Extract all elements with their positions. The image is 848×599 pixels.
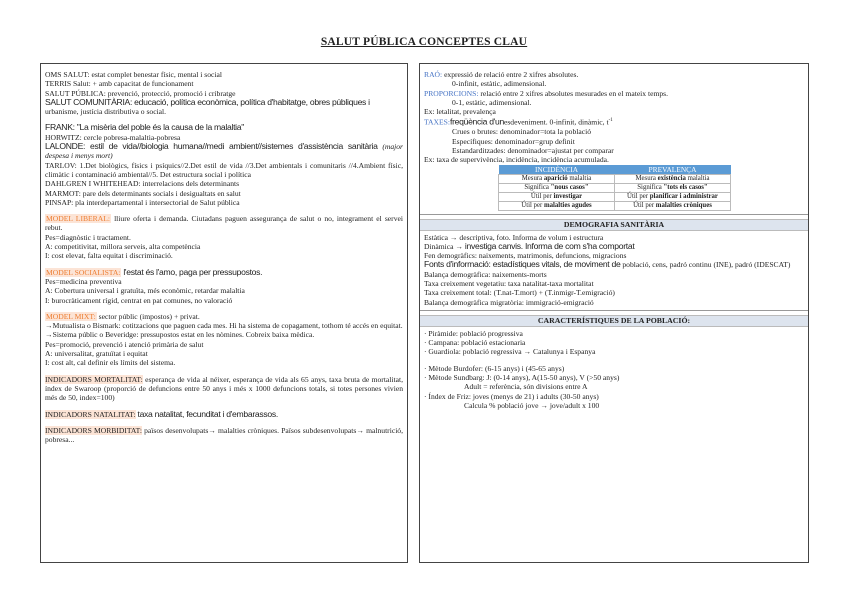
- demo-line: Balança demogràfica migratòria: immigració-emigració: [424, 297, 594, 307]
- rao-text: expressió de relació entre 2 xifres absolutes.: [444, 70, 579, 79]
- demografia-title: DEMOGRAFIA SANITÀRIA: [420, 219, 808, 231]
- right-column: [419, 63, 809, 563]
- fonts-informacio: [424, 260, 804, 269]
- piramide-item: · Piràmide: població progressiva: [424, 328, 523, 338]
- fonts-big: Fonts d'informació: estadístiques vitals, de moviment de: [424, 259, 621, 270]
- dahlgren: DAHLGREN I WHITEHEAD: interrelacions dels determinants: [45, 179, 240, 189]
- lalonde-main: LALONDE: estil de vida//biologia humana//medi ambient//sistemes d'assistència sanitària: [45, 141, 378, 152]
- fonts-text: població, cens, padró continu (INE), padró (IDESCAT): [622, 260, 791, 270]
- metode-item: · Mètode Sundbarg: J: (0-14 anys), A(15-50 anys), V (>50 anys): [424, 373, 620, 383]
- table-header: PREVALENÇA: [615, 165, 731, 175]
- demo-line: Taxa creixement vegetatiu: taxa natalitat-taxa mortalitat: [424, 278, 594, 288]
- example-1: Ex: letalitat, prevalença: [424, 107, 496, 117]
- rao-sub: 0-infinit, estàtic, adimensional.: [452, 79, 547, 89]
- proporcions-label: PROPORCIONS:: [424, 88, 479, 98]
- proporcions-text: relació entre 2 xifres absolutes mesurades en el mateix temps.: [480, 88, 669, 98]
- proporcions-sub: 0-1, estàtic, adimensional.: [452, 97, 532, 107]
- model-liberal: [45, 214, 403, 233]
- table-row: [499, 174, 731, 183]
- taxes-sub: Específiques: denominador=grup definit: [452, 136, 575, 146]
- indicadors-mortalitat: [45, 375, 403, 403]
- mixt-line: Pes=promoció, prevenció i atenció primària de salut: [45, 339, 204, 349]
- table-cell: Significa "tots els casos": [615, 183, 731, 192]
- metode-item: · Mètode Burdofer: (6-15 anys) i (45-65 anys): [424, 363, 565, 373]
- lalonde: [45, 142, 403, 161]
- model-socialista-text: l'estat és l'amo, paga per pressupostos.: [123, 266, 263, 277]
- table-cell: Mesura aparició malaltia: [499, 174, 615, 183]
- proporcions: [424, 89, 804, 98]
- model-mixt-text: sector públic (impostos) + privat.: [98, 311, 200, 321]
- def-terris: TERRIS Salut: + amb capacitat de funcionament: [45, 79, 194, 89]
- model-liberal-label: MODEL LIBERAL:: [46, 214, 110, 224]
- table-row: [499, 201, 731, 210]
- natalitat-label: INDICADORS NATALITAT:: [45, 409, 136, 419]
- table-row: [499, 192, 731, 201]
- socialista-line: A: Cobertura universal i gratuïta, més econòmic, retardar malaltia: [45, 286, 245, 296]
- liberal-line: A: competitivitat, millora serveis, alta competència: [45, 242, 201, 252]
- page-title: SALUT PÚBLICA CONCEPTES CLAU: [320, 36, 528, 48]
- indicadors-natalitat: [45, 410, 403, 419]
- model-socialista: [45, 268, 403, 277]
- taxes-sup: -1: [608, 118, 613, 124]
- demo-line: Taxa creixement total: (T.nat-T.mort) + (T.inmigr-T.emigració): [424, 288, 615, 298]
- def-comunitaria-tail: urbanisme, justícia distributiva o social.: [45, 107, 167, 117]
- pinsap: PINSAP: pla interdepartamental i intersectorial de Salut pública: [45, 197, 240, 207]
- adult-reference: Adult = referència, són divisions entre A: [464, 382, 588, 392]
- model-socialista-label: MODEL SOCIALISTA:: [46, 267, 121, 277]
- socialista-line: I: burocràticament rígid, centrat en pat comunes, no valoració: [45, 295, 233, 305]
- horwitz: HORWITZ: cercle pobresa-malaltia-pobresa: [45, 132, 181, 142]
- dinamica: [424, 242, 804, 251]
- def-salut-publica: SALUT PÚBLICA: prevenció, protecció, promoció i cribratge: [45, 88, 236, 98]
- morbiditat-label: INDICADORS MORBIDITAT:: [45, 425, 142, 435]
- piramide-item: · Guardiola: població regressiva → Catalunya i Espanya: [424, 347, 596, 357]
- demo-line: Balança demogràfica: naixements-morts: [424, 269, 547, 279]
- def-oms: OMS SALUT: estat complet benestar físic, mental i social: [45, 70, 222, 79]
- estatica: Estàtica → descriptiva, foto. Informa de volum i estructura: [424, 232, 604, 242]
- table-cell: Útil per investigar: [499, 192, 615, 201]
- liberal-line: I: cost elevat, falta equitat i discriminació.: [45, 251, 173, 261]
- mixt-line: A: universalitat, gratuïtat i equitat: [45, 349, 148, 359]
- taxes-sub: Estandarditzades: denominador=ajustat per comparar: [452, 145, 614, 155]
- calcula-jove: Calcula % població jove → jove/adult x 100: [464, 400, 600, 410]
- model-mixt-label: MODEL MIXT:: [46, 311, 96, 321]
- lalonde-note: (major despesa i menys mort): [45, 142, 403, 161]
- frank: FRANK: "La misèria del poble és la causa de la malaltia": [45, 122, 244, 133]
- piramide-item: · Campana: població estacionaria: [424, 338, 526, 348]
- dinamica-pre: Dinàmica →: [424, 241, 464, 251]
- table-cell: Útil per malalties cròniques: [615, 201, 731, 210]
- socialista-line: Pes=medicina preventiva: [45, 276, 122, 286]
- rao: [424, 70, 804, 79]
- rao-label: RAÓ:: [424, 70, 443, 79]
- model-mixt: [45, 312, 403, 321]
- poblacio-title: CARACTERÍSTIQUES DE LA POBLACIÓ:: [420, 315, 808, 327]
- left-column: [40, 63, 408, 563]
- beveridge: →Sistema públic o Beveridge: pressupostos estat en les nòmines. Cobreix baixa mèdica.: [45, 330, 315, 340]
- bismark: →Mutualista o Bismark: cotitzacions que paguen cada mes. Hi ha sistema de copagament, tothom té accés en equitat.: [45, 321, 403, 331]
- liberal-line: Pes=diagnòstic i tractament.: [45, 232, 131, 242]
- table-cell: Útil per planificar i administrar: [615, 192, 731, 201]
- mixt-line: I: cost alt, cal definir els límits del sistema.: [45, 358, 176, 368]
- fen-demografics: Fen demogràfics: naixements, matrimonis, defuncions, migracions: [424, 251, 627, 261]
- taxes-text: esdeveniment. 0-infinit, dinàmic, t: [503, 118, 609, 128]
- mortalitat-label: INDICADORS MORTALITAT:: [45, 374, 143, 384]
- taxes: [424, 116, 804, 127]
- mortalitat-text: esperança de vida al néixer, esperança de vida als 65 anys, taxa bruta de mortalitat, índex de Swaroop (proporció de defuncions entre 50 anys i més x 1000 defuncions totals, si totes persones vivien més de 50, index=100): [45, 374, 404, 403]
- dinamica-big: investiga canvis. Informa de com s'ha comportat: [464, 240, 635, 251]
- table-cell: Mesura existència malaltia: [615, 174, 731, 183]
- tarlov: TARLOV: 1.Det biològics, físics i psíquics//2.Det estil de vida //3.Det ambientals i comunitaris //4.Ambient físic, climàtic i contaminació ambiental//5. Det estructura social i política: [45, 160, 403, 179]
- taxes-big: freqüència d'un: [449, 117, 504, 128]
- def-comunitaria-head: SALUT COMUNITÀRIA: educació, política econòmica, política d'habitatge, obres públiques i: [45, 96, 370, 107]
- morbiditat-text: països desenvolupats→ malalties cròniques. Països subdesenvolupats→ malnutrició, pobresa...: [45, 425, 404, 445]
- marmot: MARMOT: pare dels determinants socials i desigualtats en salut: [45, 188, 241, 198]
- example-2: Ex: taxa de supervivència, incidència, incidència acumulada.: [424, 155, 609, 165]
- taxes-label: TAXES:: [424, 118, 450, 128]
- table-row: [499, 183, 731, 192]
- incidence-prevalence-table: [498, 165, 731, 211]
- taxes-sub: Crues o brutes: denominador=tota la població: [452, 127, 592, 137]
- index-friz: · Índex de Friz: joves (menys de 21) i adults (30-50 anys): [424, 391, 599, 401]
- model-liberal-text: lliure oferta i demanda. Ciutadans paguen assegurança de salut o no, integrament el servei rebut.: [45, 214, 403, 233]
- natalitat-text: taxa natalitat, fecunditat i d'embarassos.: [137, 408, 278, 419]
- table-cell: Significa "nous casos": [499, 183, 615, 192]
- table-cell: Útil per malalties agudes: [499, 201, 615, 210]
- indicadors-morbiditat: [45, 426, 403, 445]
- table-header: INCIDÈNCIA: [499, 165, 615, 175]
